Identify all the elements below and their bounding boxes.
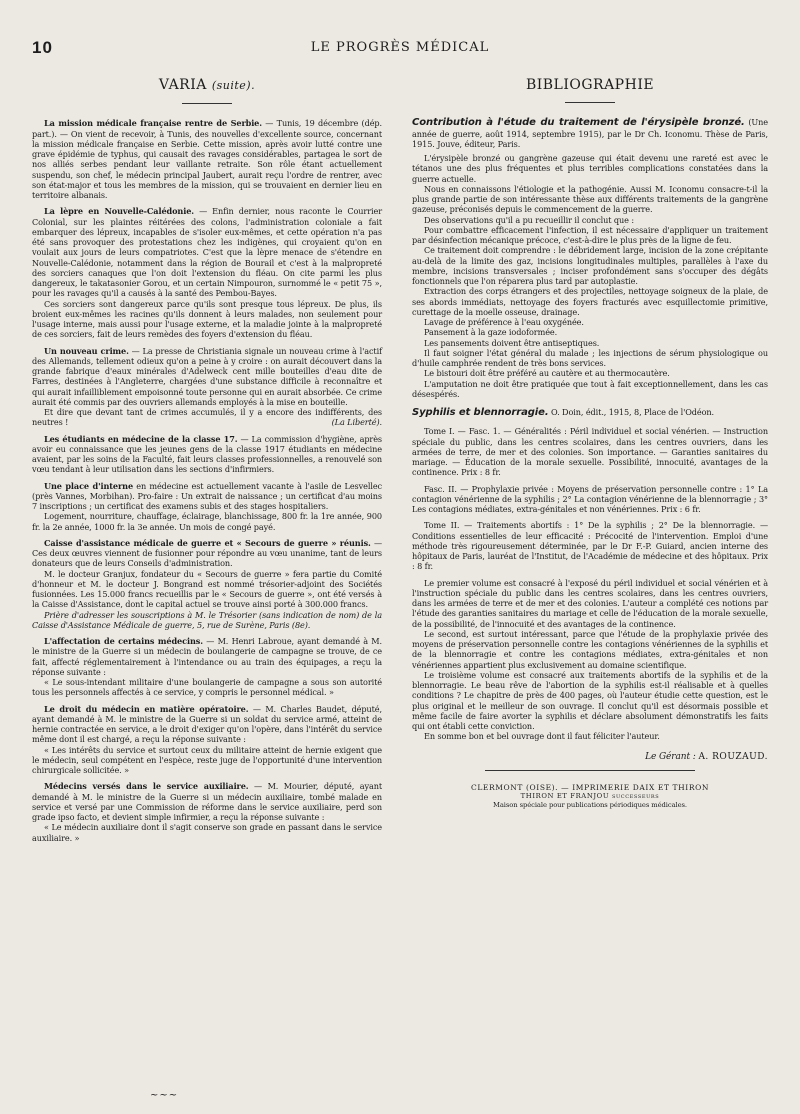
item-text: — La presse de Christiania signale un nouveau crime à l'actif des Allemands, tellement odieux qu'on a peine à y croire : on aurait découvert dans la grande fabrique d'eaux minérales d'Adelweck cent mille bouteilles d'eau dite de Farres, destinées à l'Angleterre, chargées d'une substance difficile à reconnaître et qui aurait infailliblement empoisonné toute personne qui en aurait absorbée. Ce crime aurait été commis par des ouvriers allemands employés à la mise en bouteille. xyxy=(32,345,383,407)
item-text-3: Prière d'adresser les souscriptions à M. le Trésorier (sans indication de nom) de la Caisse d'Assistance Médicale de guerre, 5, rue de Surène, Paris (8e). xyxy=(32,609,382,630)
item-text: — Tunis, 19 décembre (dép. part.). — On vient de recevoir, à Tunis, des nouvelles d'excellente source, concernant la mission médicale française en Serbie. Cette mission, après avoir lutté contre une grave épidémie de typhus, qui causait des ravages considérables, partagea le sort de nos alliés serbes pendant leur vaillante retraite. Son rôle étant actuellement suspendu, son chef, le médecin principal Jaubert, aurait reçu l'ordre de rentrer, avec son état-major et tous les membres de la mission, qui se trouvaient en dernier lieu en territoire albanais. xyxy=(32,118,382,200)
item-lead: Une place d'interne xyxy=(44,480,134,491)
footer-ornament: ~~~ xyxy=(150,1090,179,1101)
book-entry-syphilis xyxy=(412,407,768,742)
book-para: Les pansements doivent être antiseptiques. xyxy=(424,337,600,348)
book-para: Tome II. — Traitements abortifs : 1° De la syphilis ; 2° De la blennorragie. — Conditions essentielles de leur efficacité : Précocité de l'intervention. Emploi d'une méthode très rigoureusement déterminée, par le Dr F.-P. Guiard, ancien interne des hôpitaux de Paris, lauréat de l'Institut, de l'Académie de médecine et des hôpitaux. Prix : 8 fr. xyxy=(412,520,768,572)
book-title: Contribution à l'étude du traitement de l'érysipèle bronzé. xyxy=(412,117,745,129)
varia-suite: (suite). xyxy=(211,79,256,92)
book-para: Pansement à la gaze iodoformée. xyxy=(424,327,558,338)
gerant-signature xyxy=(412,752,768,762)
book-entry-erysipele xyxy=(412,117,768,399)
item-text-2: « Le sous-intendant militaire d'une boulangerie de campagne a sous son autorité tous les personnels affectés à ce service, y compris le personnel médical. » xyxy=(32,677,382,698)
heading-rule xyxy=(565,102,615,103)
item-text: — La commission d'hygiène, après avoir eu connaissance que les jeunes gens de la classe 1917 étudiants en médecine avaient, par les soins de la Faculté, fait leurs classes professionnelles, a renouvelé son vœu tendant à leur utilisation dans les sections d'infirmiers. xyxy=(32,433,382,475)
book-para: Il faut soigner l'état général du malade ; les injections de sérum physiologique ou d'huile camphrée rendent de très bons services. xyxy=(412,347,768,368)
heading-rule xyxy=(182,103,232,104)
item-text: — M. Mourier, député, ayant demandé à M. le ministre de la Guerre si un médecin auxiliaire, tombé malade en service et versé par une Commission de réforme dans le service auxiliaire, perd son grade ipso facto, et devient simple infirmier, a reçu la réponse suivante : xyxy=(32,781,383,822)
item-text-2: Logement, nourriture, chauffage, éclairage, blanchissage, 800 fr. la 1re année, 900 fr. la 2e année, 1000 fr. la 3e année. Un mois de congé payé. xyxy=(32,511,382,532)
book-para: Des observations qu'il a pu recueillir il conclut que : xyxy=(424,214,634,225)
book-para: Le premier volume est consacré à l'exposé du péril individuel et social vénérien et à l'instruction spéciale du public dans les centres scolaires, dans les centres ouvriers, dans les armées de terre et de mer et des colonies. L'auteur a complété ces notions par l'étude des garanties sanitaires du mariage et celle de l'éducation de la morale sexuelle, de la possibilité, de l'innocuité et des avantages de la continence. xyxy=(412,577,768,629)
item-text: — M. Henri Labroue, ayant demandé à M. le ministre de la Guerre si un médecin de boulangerie de campagne se trouve, de ce fait, affecté réglementairement à l'intendance ou au train des équipages, a reçu la réponse suivante : xyxy=(32,636,382,677)
gerant-label: Le Gérant : xyxy=(645,751,696,762)
item-lead: Le droit du médecin en matière opératoire. xyxy=(44,703,249,714)
book-meta: (Une année de guerre, août 1914, septembre 1915), par le Dr Ch. Iconomu. Thèse de Paris, 1915. Jouve, éditeur, Paris. xyxy=(412,117,768,149)
varia-item-auxiliaire xyxy=(32,781,382,843)
book-para: Nous en connaissons l'étiologie et la pathogénie. Aussi M. Iconomu consacre-t-il la plus grande partie de son intéressante thèse aux différents traitements de la gangrène gazeuse, préconisés depuis le commencement de la guerre. xyxy=(412,183,768,215)
varia-item-crime xyxy=(32,346,382,428)
varia-item-etudiants xyxy=(32,434,382,475)
item-lead: La lèpre en Nouvelle-Calédonie. xyxy=(44,206,195,217)
varia-item-affectation xyxy=(32,636,382,698)
varia-item-interne xyxy=(32,481,382,532)
varia-title: VARIA xyxy=(158,77,207,93)
book-para: Lavage de préférence à l'eau oxygénée. xyxy=(424,317,584,327)
imprimerie-rule xyxy=(485,770,695,771)
item-lead: Médecins versés dans le service auxiliaire. xyxy=(44,781,249,792)
book-para: Ce traitement doit comprendre : le débridement large, incision de la zone crépitante au-delà de la limite des gaz, incisions longitudinales multiples, parallèles à l'axe du membre, incisions transversales ; inciser profondément sans s'occuper des dégâts fonctionnels que l'on réparera plus tard par autoplastie. xyxy=(412,245,768,286)
item-lead: L'affectation de certains médecins. xyxy=(44,636,203,646)
item-text: — Ces deux œuvres viennent de fusionner pour répondre au vœu unanime, tant de leurs donateurs que de leurs Conseils d'administration. xyxy=(32,537,382,569)
book-para: L'érysipèle bronzé ou gangrène gazeuse qui était devenu une rareté est avec le tétanos une des plus fréquentes et plus terribles complications constatées dans la guerre actuelle. xyxy=(412,153,768,184)
book-title: Syphilis et blennorragie. xyxy=(412,407,549,418)
imprimerie-line: THIRON ET FRANJOU successeurs xyxy=(520,791,660,800)
item-text: en médecine est actuellement vacante à l'asile de Lesvellec (près Vannes, Morbihan). Pro-faire : Un extrait de naissance ; un certificat d'au moins 7 inscriptions ; un certificat des examens subis et des stages hospitaliers. xyxy=(32,480,382,511)
item-text-2: Et dire que devant tant de crimes accumulés, il y a encore des indifférents, des neutres ! xyxy=(32,407,382,428)
book-meta: O. Doin, édit., 1915, 8, Place de l'Odéon. xyxy=(548,407,715,417)
book-para: Le second, est surtout intéressant, parce que l'étude de la prophylaxie privée des moyens de préservation personnelle contre les contagions vénériennes de la syphilis et de la blennorragie et contre les contagions médiates, extra-génitales et non vénériennes appartient plus exclusivement au domaine scientifique. xyxy=(412,628,768,670)
book-para: Extraction des corps étrangers et des projectiles, nettoyage soigneux de la plaie, de ses abords immédiats, nettoyage des foyers fracturés avec esquillectomie primitive, curettage de la moelle osseuse, drainage. xyxy=(412,286,768,317)
gerant-name: A. ROUZAUD. xyxy=(698,751,768,762)
item-text: — Enfin dernier, nous raconte le Courrier Colonial, sur les plaintes réitérées des colons, l'administration coloniale a fait embarquer des lépreux, incapables de s'isoler eux-mêmes, et cette opération n'a pas été sans provoquer des protestations chez les indigènes, qui croyaient qu'on en voulait aux jours de leurs compatriotes. C'est que la lèpre menace de s'étendre en Nouvelle-Calédonie, notamment dans la région de Bourail et c'est à la malpropreté des sorciers canaques que l'on doit l'extension du fléau. On cite parmi les plus dangereux, le takatasonier Gorou, et un certain Nimpouron, surnommé le « petit 75 », pour les ravages qu'il a causés à la santé des Pembou-Bayes. xyxy=(32,206,382,299)
bibliographie-heading: BIBLIOGRAPHIE xyxy=(525,77,655,93)
item-lead: Les étudiants en médecine de la classe 17. xyxy=(44,433,238,444)
item-text-2: Ces sorciers sont dangereux parce qu'ils sont presque tous lépreux. De plus, ils broient eux-mêmes les racines qu'ils donnent à leurs malades, non seulement pour l'usage interne, mais aussi pour l'usage externe, et la maladie jointe à la malpropreté de ces sorciers, fait de leurs remèdes des foyers d'extension du fléau. xyxy=(32,298,382,340)
item-source: (La Liberté). xyxy=(331,417,382,428)
book-para: Le bistouri doit être préféré au cautère et au thermocautère. xyxy=(424,368,670,379)
book-para: Fasc. II. — Prophylaxie privée : Moyens de préservation personnelle contre : 1° La contagion vénérienne de la syphilis ; 2° La contagion vénérienne de la blennorragie ; 3° Les contagions médiates, extra-génitales et non vénériennes. Prix : 6 fr. xyxy=(412,483,768,514)
varia-item-lepre xyxy=(32,206,382,339)
bibliographie-column xyxy=(412,74,768,810)
book-para: Pour combattre efficacement l'infection, il est nécessaire d'appliquer un traitement par désinfection mécanique précoce, c'est-à-dire le plus près de la ligne de feu. xyxy=(412,224,768,245)
book-para: Tome I. — Fasc. 1. — Généralités : Péril individuel et social vénérien. — Instruction spéciale du public, dans les centres scolaires, dans les centres ouvriers, dans les armées de terre, de mer et des colonies. Son importance. — Garanties sanitaires du mariage. — Éducation de la morale sexuelle. Possibilité, innocuité, avantages de la continence. Prix : 8 fr. xyxy=(412,426,768,478)
page-number: 10 xyxy=(32,38,53,57)
varia-item-droit xyxy=(32,704,382,776)
item-lead: Caisse d'assistance médicale de guerre et « Secours de guerre » réunis. xyxy=(44,537,371,548)
book-para: Le troisième volume est consacré aux traitements abortifs de la syphilis et de la blennorragie. Le beau rêve de l'abortion de la syphilis est-il réalisable et à quelles conditions ? Le chapitre de près de 400 pages, où l'auteur étudie cette question, est le plus original et le meilleur de son ouvrage. Il conclut qu'il est désormais possible et même facile de faire avorter la syphilis et déclare absolument démonstratifs les faits qui ont établi cette conviction. xyxy=(412,669,768,731)
item-text-2: « Le médecin auxiliaire dont il s'agit conserve son grade en passant dans le service auxiliaire. » xyxy=(32,822,382,843)
book-para: L'amputation ne doit être pratiquée que tout à fait exceptionnellement, dans les cas désespérés. xyxy=(412,378,768,399)
item-lead: Un nouveau crime. xyxy=(44,345,129,356)
imprimerie-notice xyxy=(412,783,768,810)
item-text-2: M. le docteur Granjux, fondateur du « Secours de guerre » fera partie du Comité d'honneur et M. le docteur J. Bongrand est nommé trésorier-adjoint des Sociétés fusionnées. Les 15.000 francs recueillis par le « Secours de guerre », ont été versés à la Caisse d'Assistance, dont le capital actuel se trouve ainsi porté à 300.000 francs. xyxy=(32,568,382,610)
varia-heading xyxy=(32,77,382,93)
varia-item-caisse xyxy=(32,538,382,630)
varia-item-serbie xyxy=(32,118,382,200)
imprimerie-line: Maison spéciale pour publications périodiques médicales. xyxy=(492,800,687,809)
book-para: En somme bon et bel ouvrage dont il faut féliciter l'auteur. xyxy=(424,731,660,742)
imprimerie-line: CLERMONT (OISE). — IMPRIMERIE DAIX ET THIRON xyxy=(470,782,709,792)
running-header xyxy=(32,38,768,58)
item-text-2: « Les intérêts du service et surtout ceux du militaire atteint de hernie exigent que le médecin, seul compétent en l'espèce, reste juge de l'opportunité d'une intervention chirurgicale sollicitée. » xyxy=(32,744,382,775)
varia-column xyxy=(32,74,382,849)
item-lead: La mission médicale française rentre de Serbie. xyxy=(44,118,262,129)
item-text: — M. Charles Baudet, député, ayant demandé à M. le ministre de la Guerre si un soldat du service armé, atteint de hernie contractée en service, a le droit d'exiger qu'on l'opère, dans l'intérêt du service même dont il est chargé, a reçu la réponse suivante : xyxy=(32,703,382,745)
journal-title: LE PROGRÈS MÉDICAL xyxy=(310,40,490,55)
